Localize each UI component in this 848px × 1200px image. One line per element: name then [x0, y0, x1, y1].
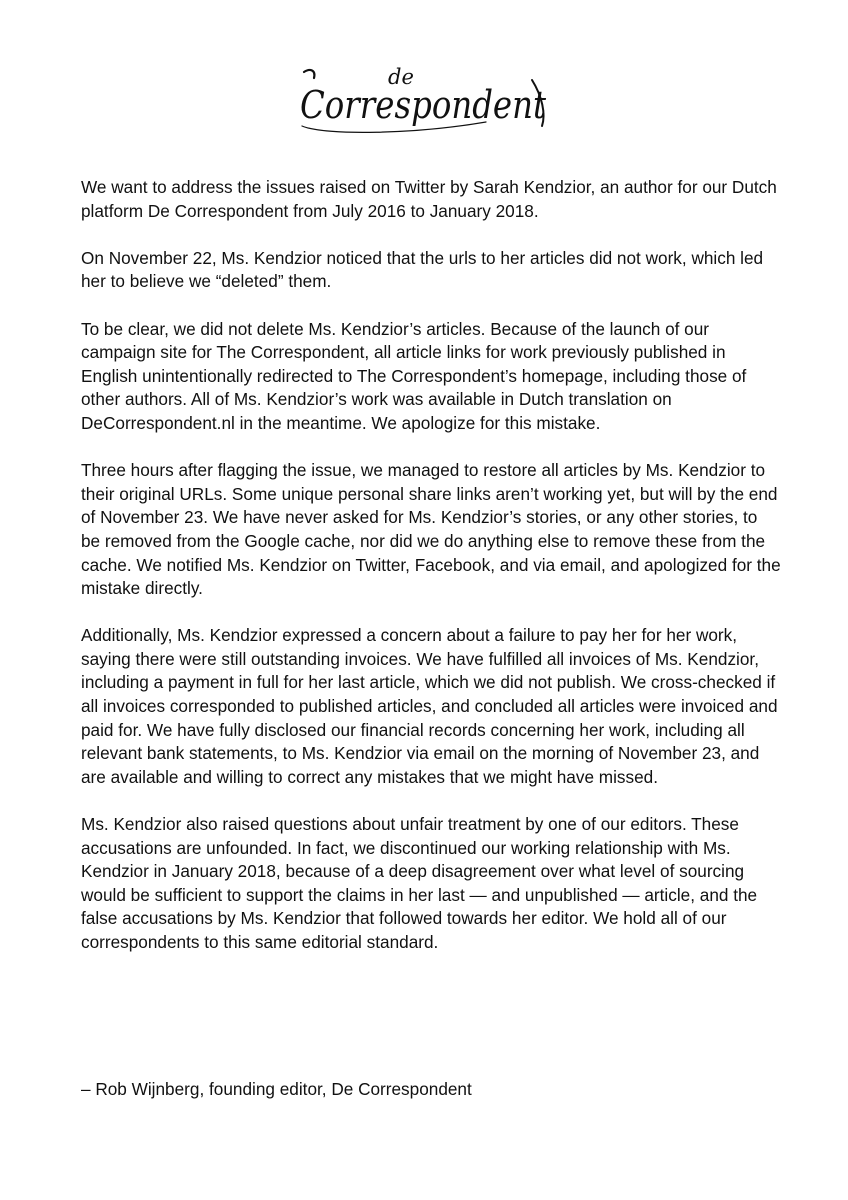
- paragraph-clarification: To be clear, we did not delete Ms. Kendzior’s articles. Because of the launch of our campaign site for The Correspondent, all article links for work previously published in English unintentionally redirected to The Correspondent’s homepage, including those of other authors. All of Ms. Kendzior’s work was available in Dutch translation on DeCorrespondent.nl in the meantime. We apologize for this mistake.: [81, 318, 747, 433]
- de-correspondent-logo: [296, 66, 554, 136]
- paragraph-urls: On November 22, Ms. Kendzior noticed that the urls to her articles did not work, which led her to believe we “deleted” them.: [81, 247, 764, 292]
- signature: – Rob Wijnberg, founding editor, De Correspondent: [81, 1079, 472, 1099]
- paragraph-restoration: Three hours after flagging the issue, we managed to restore all articles by Ms. Kendzior to their original URLs. Some unique personal share links aren’t working yet, but will by the end of November 23. We have never asked for Ms. Kendzior’s stories, or any other stories, to be removed from the Google cache, nor did we do anything else to remove these from the cache. We notified Ms. Kendzior on Twitter, Facebook, and via email, and apologized for the mistake directly.: [81, 460, 781, 599]
- paragraph-editors: Ms. Kendzior also raised questions about unfair treatment by one of our editors. These accusations are unfounded. In fact, we discontinued our working relationship with Ms. Kendzior in January 2018, because of a deep disagreement over what level of sourcing would be sufficient to support the claims in her last — and unpublished — article, and the false accusations by Ms. Kendzior that followed towards her editor. We hold all of our correspondents to this same editorial standard.: [81, 814, 758, 952]
- logo-small-word: de: [388, 65, 414, 89]
- paragraph-intro: We want to address the issues raised on Twitter by Sarah Kendzior, an author for our Dutch platform De Correspondent from July 2016 to January 2018.: [81, 177, 777, 221]
- logo-wordmark: [296, 66, 554, 136]
- statement-body: [81, 176, 781, 978]
- logo-main-word: Correspondent: [300, 83, 547, 127]
- paragraph-payment: Additionally, Ms. Kendzior expressed a concern about a failure to pay her for her work, saying there were still outstanding invoices. We have fulfilled all invoices of Ms. Kendzior, including a payment in full for her last article, which we did not publish. We cross-checked if all invoices corresponded to published articles, and concluded all articles were invoiced and paid for. We have fully disclosed our financial records concerning her work, including all relevant bank statements, to Ms. Kendzior via email on the morning of November 23, and are available and willing to correct any mistakes that we might have missed.: [81, 625, 778, 787]
